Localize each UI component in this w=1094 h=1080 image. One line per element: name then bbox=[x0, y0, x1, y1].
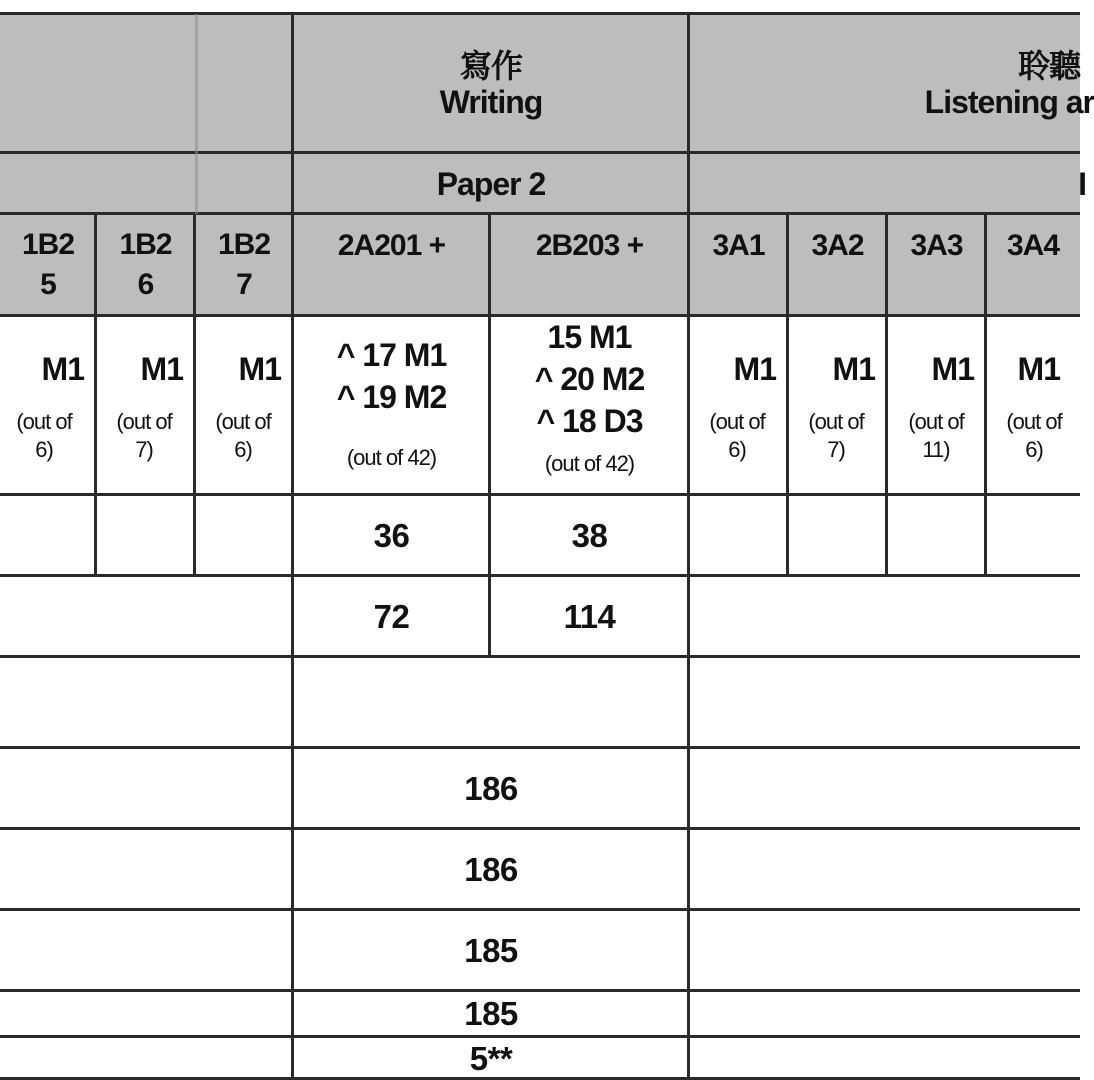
writing-title-zh: 寫作 bbox=[459, 47, 522, 84]
col-code-line1: 3A1 bbox=[712, 229, 765, 262]
paper3-label-fragment: I bbox=[1078, 165, 1086, 202]
rule-row2-bottom bbox=[0, 655, 1080, 658]
col-code-line1: 1B2 bbox=[119, 228, 172, 261]
out-of-label: (out of 7) bbox=[808, 408, 864, 462]
writing-grade: 5** bbox=[469, 1039, 513, 1077]
mark-label: M1 bbox=[238, 350, 281, 387]
listening-header bbox=[689, 14, 1094, 153]
col-code-line2: 6 bbox=[137, 268, 154, 301]
col-code-line1: 1B2 bbox=[217, 228, 271, 261]
listening-title-zh: 聆聽 bbox=[1017, 47, 1080, 84]
mark-label: M1 bbox=[832, 350, 875, 387]
rule-row1-bottom bbox=[0, 574, 1080, 577]
paper2-label: Paper 2 bbox=[436, 165, 546, 202]
col-code-1B2-6 bbox=[96, 214, 195, 316]
writing-total-3: 185 bbox=[464, 931, 518, 969]
marks-cell-1B2-5 bbox=[0, 316, 96, 495]
col-code-line1: 2B203 + bbox=[535, 229, 644, 262]
writing-total-1: 186 bbox=[464, 769, 518, 807]
rule-v-490 bbox=[488, 214, 491, 657]
col-code-line1: 3A3 bbox=[910, 229, 963, 262]
writing-total-4: 185 bbox=[464, 995, 518, 1032]
rule-top bbox=[0, 12, 1080, 15]
listening-title-en: Listening ar bbox=[924, 83, 1094, 120]
col-code-3A2 bbox=[788, 214, 887, 316]
col-code-2B203 bbox=[490, 214, 689, 316]
mark-label: M1 bbox=[41, 350, 84, 387]
writing-title-en: Writing bbox=[439, 83, 543, 120]
rule-row5-bottom bbox=[0, 908, 1080, 911]
mark-label: M1 bbox=[1017, 350, 1060, 387]
rule-v-689 bbox=[687, 14, 690, 1080]
score-writing-b-row2: 114 bbox=[563, 597, 616, 635]
score-writing-a-row2: 72 bbox=[373, 597, 410, 635]
rule-row6-bottom bbox=[0, 989, 1080, 992]
rule-v-left-grid bbox=[195, 14, 198, 214]
rule-row7-bottom bbox=[0, 1035, 1080, 1038]
col-code-line1: 3A4 bbox=[1006, 229, 1060, 262]
paper3-header bbox=[689, 153, 1086, 214]
marks-cell-1B2-7 bbox=[195, 316, 293, 495]
mark-label: M1 bbox=[931, 350, 974, 387]
rule-paper-bottom bbox=[0, 212, 1080, 215]
rule-writing-header-bottom bbox=[0, 151, 1080, 154]
col-code-2A201 bbox=[293, 214, 490, 316]
out-of-label: (out of 6) bbox=[1006, 408, 1062, 462]
col-code-line2: 7 bbox=[236, 268, 252, 301]
marks-cell-3A4 bbox=[986, 316, 1080, 495]
mark-label: M1 bbox=[733, 350, 776, 387]
writing-total-2: 186 bbox=[464, 850, 518, 888]
rule-row3-bottom bbox=[0, 746, 1080, 749]
rule-v-293 bbox=[291, 14, 294, 1080]
col-code-3A4 bbox=[986, 214, 1080, 316]
rule-v-788 bbox=[786, 214, 789, 576]
score-writing-b-row1: 38 bbox=[571, 516, 608, 554]
paper2-header bbox=[293, 153, 689, 214]
out-of-label: (out of 6) bbox=[16, 408, 72, 462]
out-of-label: (out of 6) bbox=[709, 408, 765, 462]
mark-label: ^ 20 M2 bbox=[534, 361, 645, 397]
col-code-3A1 bbox=[689, 214, 788, 316]
rule-code-bottom bbox=[0, 314, 1080, 317]
out-of-label: (out of 42) bbox=[346, 445, 437, 470]
out-of-label: (out of 11) bbox=[908, 408, 964, 462]
marks-cell-2B203 bbox=[490, 316, 689, 495]
rule-v-96 bbox=[94, 214, 97, 576]
marks-cell-2A201 bbox=[293, 316, 490, 495]
mark-label: ^ 19 M2 bbox=[336, 379, 447, 415]
mark-label: ^ 18 D3 bbox=[536, 403, 643, 439]
out-of-label: (out of 7) bbox=[116, 408, 172, 462]
rule-v-887 bbox=[885, 214, 888, 576]
col-code-line1: 2A201 + bbox=[337, 229, 446, 262]
col-code-line1: 3A2 bbox=[811, 229, 864, 262]
rule-v-195 bbox=[193, 214, 196, 576]
marks-cell-3A2 bbox=[788, 316, 887, 495]
out-of-label: (out of 42) bbox=[544, 451, 635, 476]
header-band-left bbox=[0, 14, 293, 214]
col-code-line2: 5 bbox=[40, 268, 56, 301]
col-code-1B2-5 bbox=[0, 214, 96, 316]
out-of-label: (out of 6) bbox=[215, 408, 271, 462]
score-writing-a-row1: 36 bbox=[373, 516, 410, 554]
col-code-3A3 bbox=[887, 214, 986, 316]
marks-cell-1B2-6 bbox=[96, 316, 195, 495]
col-code-1B2-7 bbox=[195, 214, 293, 316]
rule-marks-bottom bbox=[0, 493, 1080, 496]
marks-cell-3A1 bbox=[689, 316, 788, 495]
rule-row4-bottom bbox=[0, 827, 1080, 830]
marks-cell-3A3 bbox=[887, 316, 986, 495]
mark-label: ^ 17 M1 bbox=[336, 337, 447, 373]
mark-label: M1 bbox=[140, 350, 183, 387]
mark-label: 15 M1 bbox=[547, 319, 632, 355]
col-code-line1: 1B2 bbox=[21, 228, 75, 261]
rule-v-986 bbox=[984, 214, 987, 576]
writing-header bbox=[293, 14, 689, 153]
